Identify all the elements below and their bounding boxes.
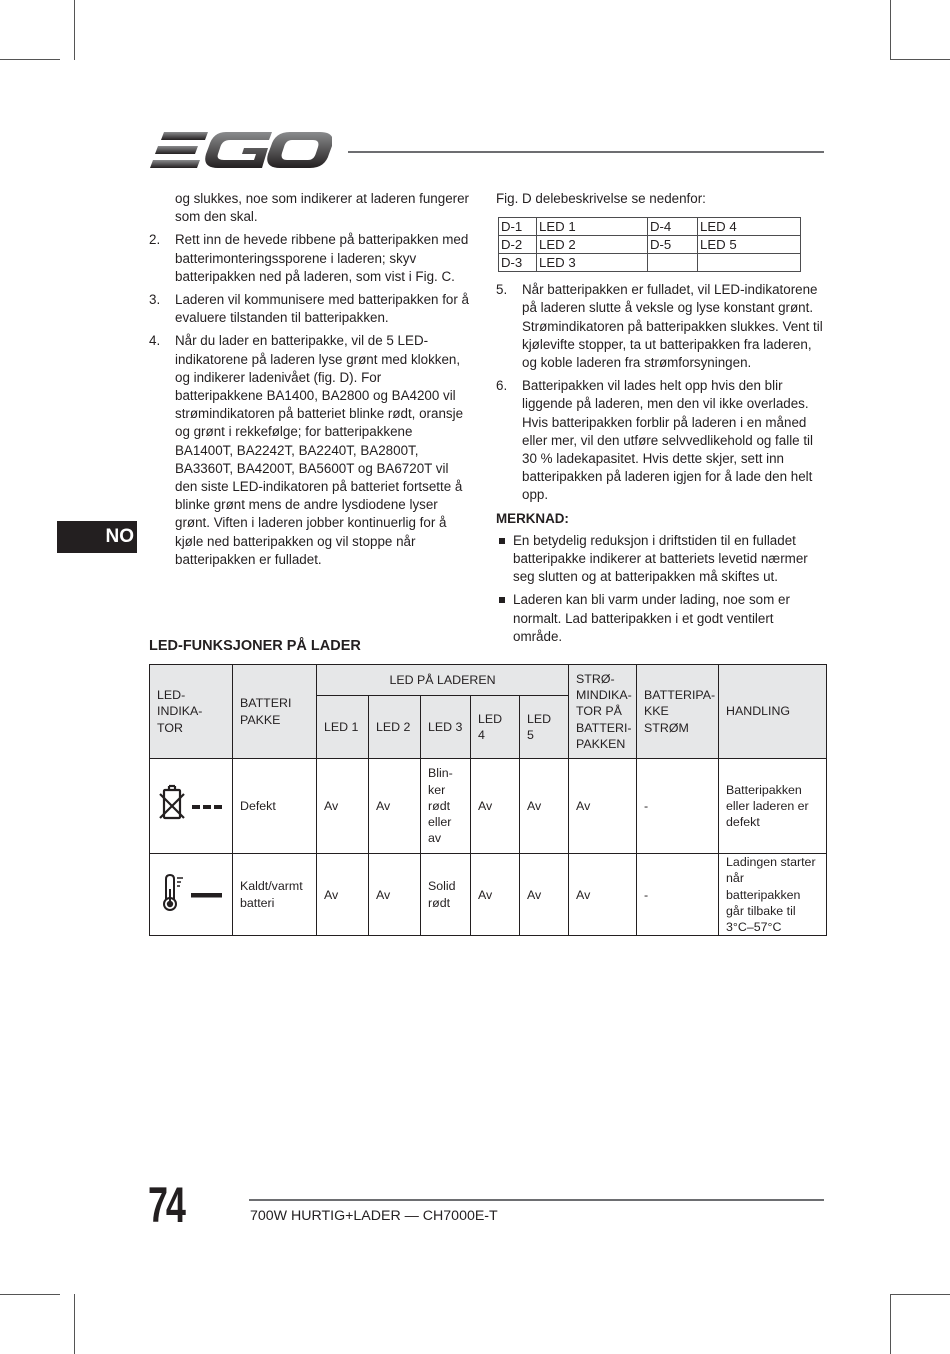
- table-cell: LED 1: [537, 218, 648, 236]
- table-cell: D-5: [648, 236, 698, 254]
- bullet-text: Laderen kan bli varm under lading, noe som er normalt. Lad batteripakken i et godt ventilert område.: [513, 592, 790, 644]
- crop-mark: [0, 1294, 60, 1295]
- led-functions-table: [149, 664, 827, 936]
- column-header: LED-INDIKA-TOR: [150, 665, 233, 759]
- table-cell: Av: [471, 759, 520, 854]
- bullet-square-icon: [499, 597, 505, 603]
- step-text: Rett inn de hevede ribbene på batteripakken med batterimonteringssporene i laderen; skyv batteripakken ned på laderen, som vist i Fig. C.: [175, 232, 469, 284]
- step-text: Når du lader en batteripakke, vil de 5 LED-indikatorene på laderen lyse grønt med klokken, og indikerer ladenivået (fig. D). For batteripakkene BA1400, BA2800 og BA4200 vil strømindikatoren på batteriet blinke rødt, oransje og grønt i rekkefølge; for batteripakkene BA1400T, BA2242T, BA2240T, BA2800T, BA3360T, BA4200T, BA5600T og BA6720T vil den siste LED-indikatoren på batteriet fortsette å blinke grønt mens de andre lysdiodene lyser grønt. Viften i laderen jobber kontinuerlig for å kjøle ned batteripakken og vil stoppe når batteripakken er fulladet.: [175, 333, 464, 567]
- list-item: [496, 532, 826, 587]
- column-header: HANDLING: [719, 665, 827, 759]
- table-cell: Av: [569, 759, 637, 854]
- column-header: LED 3: [421, 696, 471, 759]
- crop-mark: [890, 1294, 891, 1354]
- table-cell: LED 2: [537, 236, 648, 254]
- step-text: Når batteripakken er fulladet, vil LED-indikatorene på laderen slutte å veksle og lyse konstant grønt. Strømindikatoren på batteripakken slukkes. Vent til kjølevifte stopper, ta ut batteripakken fra laderen, og koble laderen fra strømforsyningen.: [522, 282, 823, 371]
- step-number: 2.: [149, 232, 161, 248]
- crop-mark: [0, 59, 60, 60]
- table-cell: Av: [369, 759, 421, 854]
- table-cell: -: [637, 759, 719, 854]
- table-cell: Kaldt/varmt batteri: [233, 854, 317, 936]
- table-cell: Av: [520, 854, 569, 936]
- table-cell: Solid rødt: [421, 854, 471, 936]
- ego-logo: [150, 130, 332, 177]
- column-header: LED 4: [471, 696, 520, 759]
- column-group-header: LED PÅ LADEREN: [317, 665, 569, 696]
- bullet-square-icon: [499, 538, 505, 544]
- table-cell: LED 5: [698, 236, 801, 254]
- list-item: [496, 591, 826, 646]
- defective-battery-icon: [156, 784, 226, 824]
- section-title: LED-FUNKSJONER PÅ LADER: [149, 638, 361, 654]
- column-header: LED 5: [520, 696, 569, 759]
- table-cell: Av: [471, 854, 520, 936]
- table-cell: Av: [569, 854, 637, 936]
- table-cell: Av: [317, 759, 369, 854]
- table-row: [499, 218, 801, 236]
- table-row: [150, 759, 827, 854]
- column-header: BATTERIPA-KKE STRØM: [637, 665, 719, 759]
- step-number: 3.: [149, 292, 161, 308]
- fig-d-reference-table: [498, 217, 801, 272]
- table-cell: [648, 254, 698, 272]
- fig-caption: Fig. D delebeskrivelse se nedenfor:: [496, 191, 706, 206]
- page-number: 74: [148, 1177, 184, 1233]
- crop-mark: [74, 0, 75, 60]
- table-row: [150, 854, 827, 936]
- column-header: BATTERI PAKKE: [233, 665, 317, 759]
- left-column: [149, 190, 471, 574]
- column-header: LED 2: [369, 696, 421, 759]
- table-cell: Ladingen starter når batteripakken går tilbake til 3°C–57°C: [719, 854, 827, 936]
- right-column: [496, 190, 826, 651]
- language-tab: NO: [57, 521, 137, 553]
- table-cell: D-3: [499, 254, 537, 272]
- bullet-text: En betydelig reduksjon i driftstiden til en fulladet batteripakke indikerer at batteriets levetid nærmer seg slutten og at batteripakken må skiftes ut.: [513, 532, 808, 585]
- step-number: 4.: [149, 333, 161, 349]
- table-cell: Batteripakken eller laderen er defekt: [719, 759, 827, 854]
- indicator-cell: [150, 854, 233, 936]
- table-cell: Av: [369, 854, 421, 936]
- footer-rule: [249, 1199, 824, 1201]
- table-cell: D-2: [499, 236, 537, 254]
- table-row: [499, 236, 801, 254]
- table-cell: D-1: [499, 218, 537, 236]
- table-row: [499, 254, 801, 272]
- step-continuation: og slukkes, noe som indikerer at laderen fungerer som den skal.: [175, 191, 470, 225]
- step-text: Batteripakken vil lades helt opp hvis den blir liggende på laderen, men den vil ikke overlades. Hvis batteripakken forblir på laderen i en måned eller mer, vil den utføre selvvedlikehold og falle til 30 % ladekapasitet. Hvis dette skjer, sett inn batteripakken på laderen igjen for å lade den helt opp.: [522, 378, 814, 503]
- step-number: 6.: [496, 378, 508, 394]
- table-cell: [698, 254, 801, 272]
- crop-mark: [890, 1294, 950, 1295]
- step-number: 5.: [496, 282, 508, 298]
- table-cell: Av: [317, 854, 369, 936]
- step-6: [496, 377, 826, 504]
- table-cell: LED 4: [698, 218, 801, 236]
- step-5: [496, 281, 826, 372]
- column-header: STRØ-MINDIKA-TOR PÅ BATTERI-PAKKEN: [569, 665, 637, 759]
- crop-mark: [890, 0, 891, 60]
- header-rule: [348, 151, 824, 153]
- table-cell: D-4: [648, 218, 698, 236]
- step-4: [149, 332, 471, 569]
- crop-mark: [890, 59, 950, 60]
- table-cell: Av: [520, 759, 569, 854]
- column-header: LED 1: [317, 696, 369, 759]
- table-cell: Blin-ker rødt eller av: [421, 759, 471, 854]
- table-cell: -: [637, 854, 719, 936]
- footer-title: 700W HURTIG+LADER — CH7000E-T: [250, 1208, 498, 1224]
- thermometer-icon: [156, 873, 226, 913]
- indicator-cell: [150, 759, 233, 854]
- table-cell: LED 3: [537, 254, 648, 272]
- step-text: Laderen vil kommunisere med batteripakken for å evaluere tilstanden til batteripakken.: [175, 292, 469, 326]
- table-cell: Defekt: [233, 759, 317, 854]
- crop-mark: [74, 1294, 75, 1354]
- step-3: [149, 291, 471, 327]
- step-2: [149, 231, 471, 286]
- table-header-row: [150, 665, 827, 696]
- note-title: MERKNAD:: [496, 510, 569, 526]
